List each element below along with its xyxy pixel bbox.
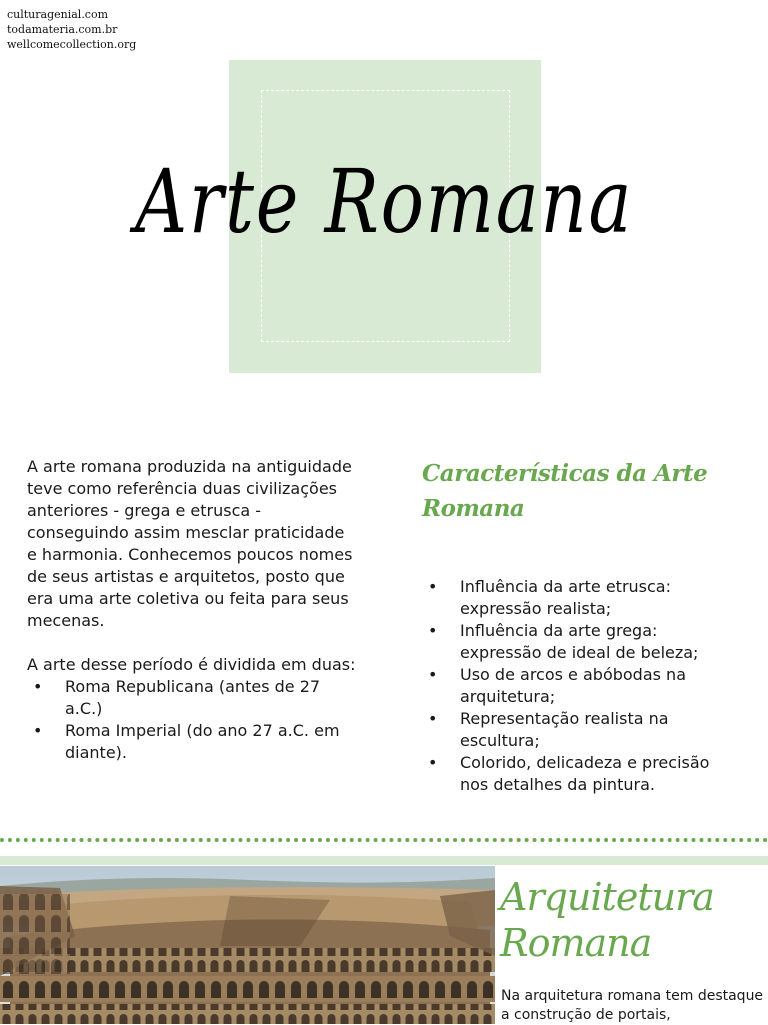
list-item: • Influência da arte grega: expressão de ideal de beleza;: [422, 620, 742, 664]
source-line: wellcomecollection.org: [7, 38, 137, 51]
period-list: [27, 676, 357, 764]
intro-section: [27, 456, 357, 764]
colosseum-illustration: [0, 866, 495, 1024]
features-section: [422, 456, 742, 796]
source-credits: [7, 7, 136, 52]
architecture-paragraph: Na arquitetura romana tem destaque a construção de portais,: [501, 988, 764, 1023]
period-intro-paragraph: A arte desse período é dividida em duas:: [27, 655, 356, 674]
list-item: • Uso de arcos e abóbodas na arquitetura;: [422, 664, 742, 708]
list-item: • Roma Republicana (antes de 27 a.C.): [27, 676, 357, 720]
features-list: [422, 576, 742, 796]
intro-paragraph: A arte romana produzida na antiguidade teve como referência duas civilizações anteriores - grega e etrusca - conseguindo assim mesclar praticidade e harmonia. Conhecemos poucos nomes de seus artistas e arquitetos, posto que era uma arte coletiva ou feita para seus mecenas.: [27, 457, 353, 630]
list-item: • Roma Imperial (do ano 27 a.C. em diante).: [27, 720, 357, 764]
list-item: • Colorido, delicadeza e precisão nos detalhes da pintura.: [422, 752, 742, 796]
list-item: • Representação realista na escultura;: [422, 708, 742, 752]
architecture-heading: Arquitetura Romana: [500, 875, 714, 965]
green-band-divider: [0, 856, 768, 865]
dotted-divider: [0, 838, 768, 842]
list-item: • Influência da arte etrusca: expressão realista;: [422, 576, 742, 620]
page-title: Arte Romana: [135, 150, 634, 253]
source-line: culturagenial.com: [7, 8, 109, 21]
features-heading: Características da Arte Romana: [422, 460, 708, 522]
colosseum-image: [0, 866, 495, 1024]
source-line: todamateria.com.br: [7, 23, 118, 36]
